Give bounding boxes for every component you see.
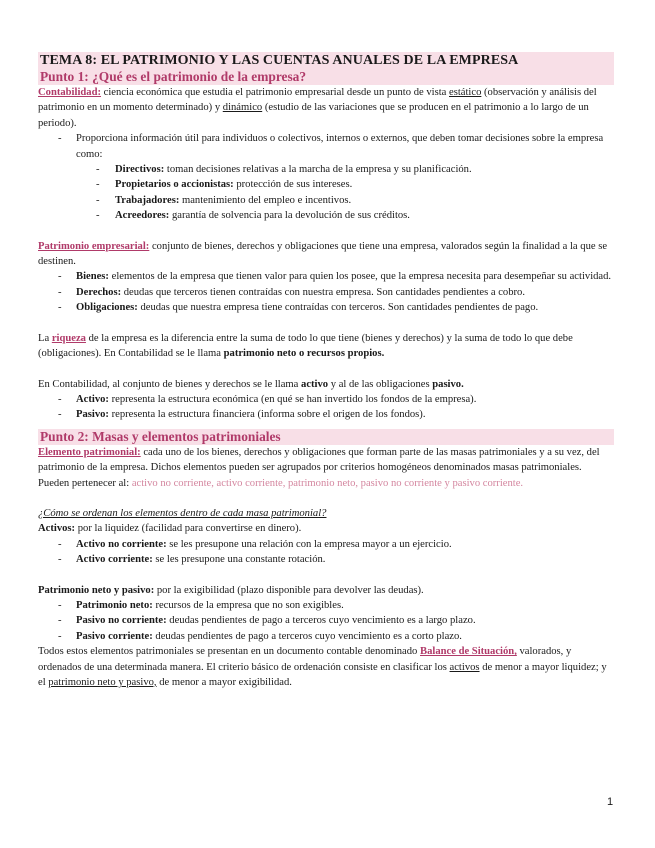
patrimonio-list (38, 269, 614, 315)
activos-paragraph: Activos: por la liquidez (facilidad para convertirse en dinero). (38, 523, 302, 535)
list-item: - Activo: representa la estructura económica (en qué se han invertido los fondos de la empresa). (38, 392, 614, 407)
punto2-heading: Punto 2: Masas y elementos patrimoniales (38, 429, 614, 445)
contabilidad-list (38, 131, 614, 162)
list-item: - Patrimonio neto: recursos de la empresa que no son exigibles. (38, 598, 614, 613)
contabilidad-paragraph: Contabilidad: ciencia económica que estudia el patrimonio empresarial desde un punto de vista estático (observación y análisis del patrimonio en un momento determinado) y dinámico (estudio de las variaciones que se producen en el patrimonio a lo largo de un periodo). (38, 87, 597, 129)
patrimonio-term: Patrimonio empresarial: (38, 240, 150, 252)
list-item: - Trabajadores: mantenimiento del empleo e incentivos. (38, 193, 614, 208)
list-item: - Acreedores: garantía de solvencia para la devolución de sus créditos. (38, 208, 614, 223)
riqueza-term: riqueza (51, 332, 86, 344)
balance-paragraph: Todos estos elementos patrimoniales se presentan en un documento contable denominado Balance de Situación, valorados, y ordenados de una determinada manera. El criterio básico de ordenación consiste en clasificar los activos de menor a mayor liquidez; y el patrimonio neto y pasivo, de menor a mayor exigibilidad. (38, 646, 607, 688)
users-list (38, 162, 614, 224)
list-item: - Pasivo: representa la estructura financiera (informa sobre el origen de los fondos). (38, 407, 614, 422)
elemento-term: Elemento patrimonial: (38, 446, 141, 458)
page-number: 1 (607, 796, 614, 808)
activo-pasivo-list (38, 392, 614, 423)
activos-list (38, 537, 614, 568)
pn-pasivo-paragraph: Patrimonio neto y pasivo: por la exigibilidad (plazo disponible para devolver las deudas). (38, 584, 424, 596)
list-item: - Pasivo corriente: deudas pendientes de pago a terceros cuyo vencimiento es a corto plazo. (38, 629, 614, 644)
elemento-paragraph: Elemento patrimonial: cada uno de los bienes, derechos y obligaciones que forman parte de las masas patrimoniales y a su vez, del patrimonio de la empresa. Dichos elementos pueden ser agrupados por criterios homogéneos denominados masas patrimoniales. Pueden pertenecer al: activo no corriente, activo corriente, patrimonio neto, pasivo no corriente y pasivo corriente. (38, 446, 600, 489)
riqueza-paragraph: La riqueza de la empresa es la diferencia entre la suma de todo lo que tiene (bienes y derechos) y la suma de todo lo que debe (obligaciones). En Contabilidad se le llama patrimonio neto o recursos propios. (38, 332, 573, 360)
list-item: - Propietarios o accionistas: protección de sus intereses. (38, 177, 614, 192)
list-item: - Bienes: elementos de la empresa que tienen valor para quien los posee, que la empresa necesita para desempeñar su actividad. (38, 269, 614, 284)
list-item: - Obligaciones: deudas que nuestra empresa tiene contraídas con terceros. Son cantidades pendientes de pago. (38, 300, 614, 315)
document-page (38, 52, 614, 690)
list-item: - Activo corriente: se les presupone una constante rotación. (38, 552, 614, 567)
activo-pasivo-paragraph: En Contabilidad, al conjunto de bienes y derechos se le llama activo y al de las obligaciones pasivo. (38, 378, 464, 390)
question-heading: ¿Cómo se ordenan los elementos dentro de cada masa patrimonial? (38, 507, 327, 519)
punto1-heading: Punto 1: ¿Qué es el patrimonio de la empresa? (38, 69, 614, 85)
list-item: - Proporciona información útil para individuos o colectivos, internos o externos, que deben tomar decisiones sobre la empresa como: (38, 131, 614, 162)
list-item: - Pasivo no corriente: deudas pendientes de pago a terceros cuyo vencimiento es a largo plazo. (38, 613, 614, 628)
list-item: - Derechos: deudas que terceros tienen contraídas con nuestra empresa. Son cantidades pendientes a cobro. (38, 285, 614, 300)
page-title: TEMA 8: EL PATRIMONIO Y LAS CUENTAS ANUALES DE LA EMPRESA (38, 52, 614, 69)
contabilidad-term: Contabilidad: (38, 87, 101, 98)
list-item: - Activo no corriente: se les presupone una relación con la empresa mayor a un ejercicio. (38, 537, 614, 552)
pn-pasivo-list (38, 598, 614, 644)
balance-term: Balance de Situación, (420, 646, 517, 658)
list-item: - Directivos: toman decisiones relativas a la marcha de la empresa y su planificación. (38, 162, 614, 177)
patrimonio-paragraph: Patrimonio empresarial: conjunto de bienes, derechos y obligaciones que tiene una empresa, valorados según la finalidad a la que se destinen. (38, 240, 608, 268)
